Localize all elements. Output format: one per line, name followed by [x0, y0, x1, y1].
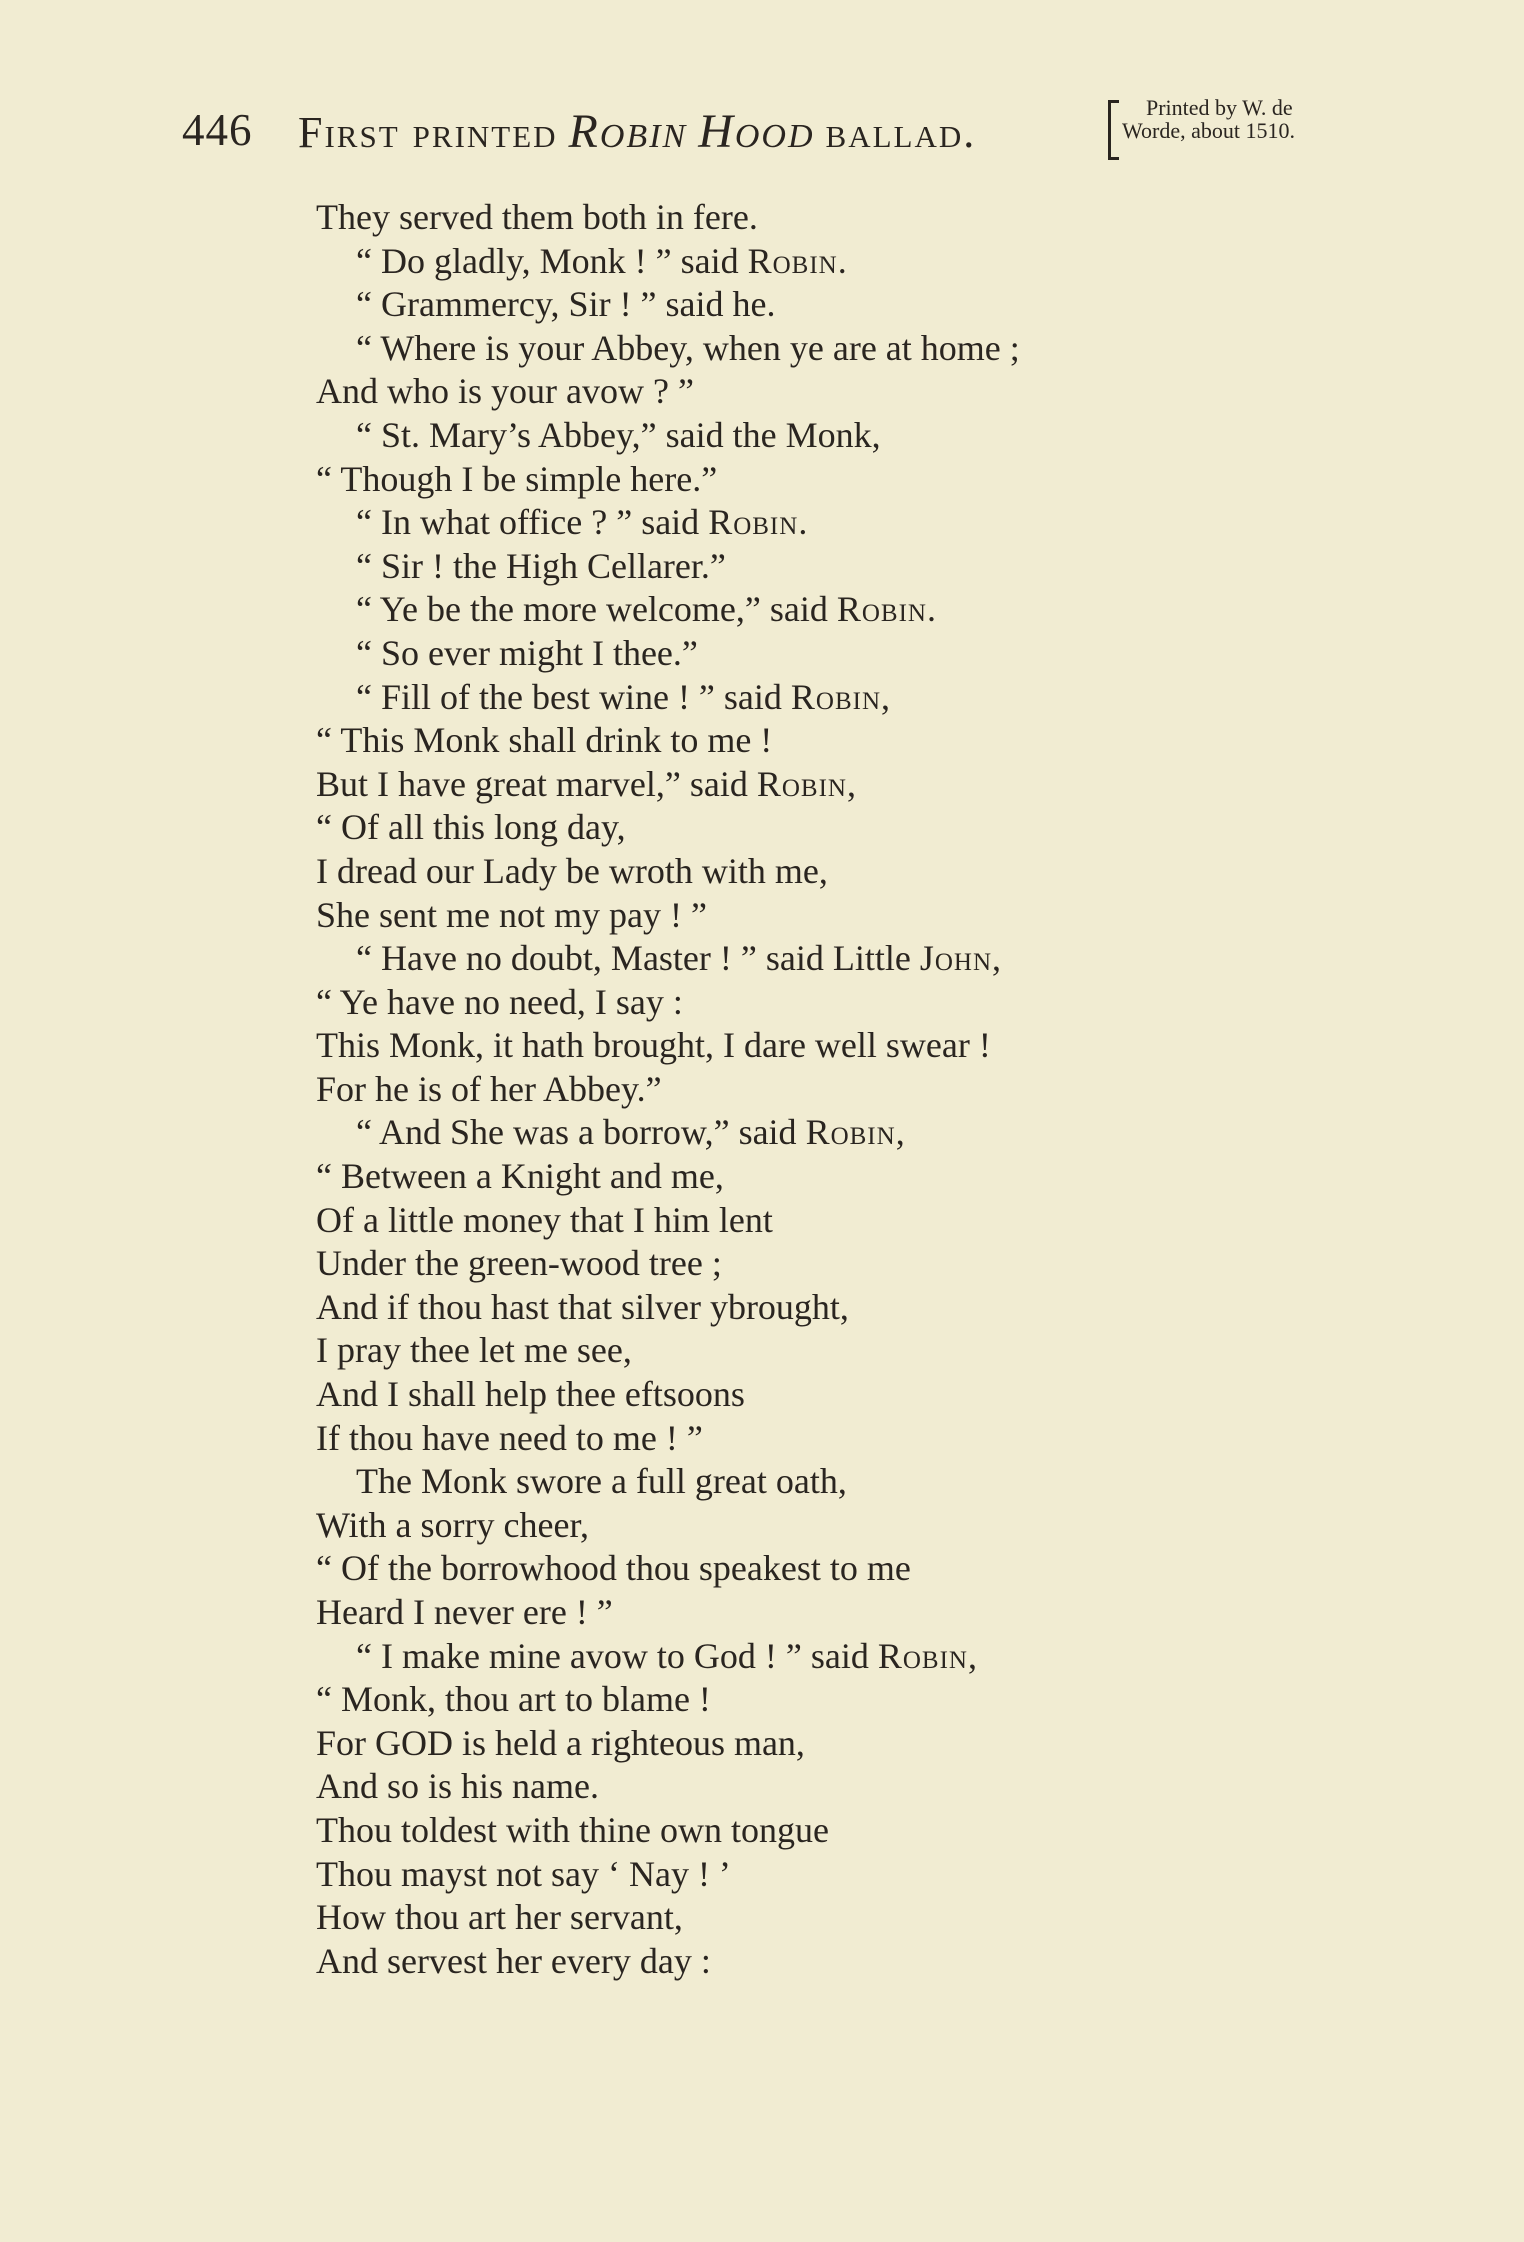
- verse-line: [316, 1809, 1396, 1853]
- verse-line: [316, 1896, 1396, 1940]
- verse-line-name: Robin: [708, 502, 799, 543]
- verse-line-name: Robin: [877, 1635, 968, 1676]
- verse-line-text: “ Monk, thou art to blame !: [316, 1679, 711, 1720]
- running-title-ballad: ballad.: [825, 108, 977, 157]
- verse-line: [316, 588, 1396, 632]
- verse-line: [316, 1547, 1396, 1591]
- verse-line: [316, 1460, 1396, 1504]
- verse-line: [316, 1722, 1396, 1766]
- verse-line-text: “ This Monk shall drink to me !: [316, 720, 773, 761]
- verse-line: [316, 545, 1396, 589]
- verse-line: [316, 763, 1396, 807]
- verse-line: [316, 1199, 1396, 1243]
- verse-line-text: Under the green-wood tree ;: [316, 1243, 722, 1284]
- verse-line-text: Thou toldest with thine own tongue: [316, 1809, 829, 1850]
- verse-line-text: “ Between a Knight and me,: [316, 1156, 724, 1197]
- verse-line-name: Robin: [790, 676, 882, 717]
- verse-line-punctuation: ,: [846, 763, 856, 804]
- verse-line-name: Robin: [747, 240, 838, 281]
- verse-line-text: Heard I never ere ! ”: [316, 1592, 613, 1632]
- running-title: [298, 104, 976, 159]
- verse-line-text: And so is his name.: [316, 1766, 599, 1807]
- verse-line: [316, 806, 1396, 850]
- verse-line-text: She sent me not my pay ! ”: [316, 894, 707, 935]
- verse-line: [316, 676, 1396, 720]
- verse-line-text: “ In what office ? ” said: [356, 502, 709, 543]
- verse-line: [316, 458, 1396, 502]
- verse-line-text: “ Fill of the best wine ! ” said: [356, 676, 791, 717]
- printer-note-line-1: Printed by W. de: [1146, 95, 1293, 120]
- verse-line-text: “ Where is your Abbey, when ye are at home ;: [356, 327, 1020, 368]
- ballad-text: [316, 196, 1396, 1983]
- running-title-hood: Hood: [698, 105, 815, 158]
- verse-line: [316, 1068, 1396, 1112]
- verse-line-text: “ Though I be simple here.”: [316, 458, 718, 499]
- verse-line: [316, 501, 1396, 545]
- verse-line-text: And if thou hast that silver ybrought,: [316, 1286, 849, 1327]
- verse-line-text: But I have great marvel,” said: [316, 763, 757, 804]
- verse-line-text: For he is of her Abbey.”: [316, 1068, 662, 1109]
- verse-line-text: “ Ye be the more welcome,” said: [356, 589, 837, 630]
- verse-line: [316, 1155, 1396, 1199]
- verse-line: [316, 1591, 1396, 1635]
- verse-line-text: “ Of all this long day,: [316, 807, 626, 848]
- verse-line-text: This Monk, it hath brought, I dare well swear !: [316, 1025, 991, 1066]
- verse-line: [316, 937, 1396, 981]
- verse-line: [316, 414, 1396, 458]
- verse-line-text: For GOD is held a righteous man,: [316, 1722, 805, 1763]
- verse-line: [316, 1678, 1396, 1722]
- verse-line-text: Thou mayst not say ‘ Nay ! ’: [316, 1853, 731, 1894]
- running-head: [182, 96, 1362, 166]
- verse-line-text: “ Do gladly, Monk ! ” said: [356, 240, 748, 281]
- verse-line: [316, 719, 1396, 763]
- verse-line: [316, 370, 1396, 414]
- verse-line-punctuation: .: [926, 589, 936, 630]
- printer-note-line-2: Worde, about 1510.: [1122, 118, 1295, 143]
- verse-line-text: “ Ye have no need, I say :: [316, 981, 683, 1022]
- verse-line-text: And I shall help thee eftsoons: [316, 1374, 745, 1415]
- verse-line-text: With a sorry cheer,: [316, 1504, 589, 1545]
- page-number: 446: [182, 105, 253, 155]
- verse-line-text: They served them both in fere.: [316, 197, 758, 237]
- verse-line-name: Robin: [756, 763, 847, 804]
- verse-line-punctuation: .: [837, 240, 847, 281]
- verse-line-text: I dread our Lady be wroth with me,: [316, 850, 828, 891]
- verse-line-name: Robin: [805, 1112, 896, 1153]
- verse-line-text: If thou have need to me ! ”: [316, 1417, 703, 1458]
- verse-line: [316, 850, 1396, 894]
- verse-line-text: “ And She was a borrow,” said: [356, 1112, 806, 1153]
- verse-line: [316, 1635, 1396, 1679]
- verse-line-text: “ Grammercy, Sir ! ” said he.: [356, 284, 776, 325]
- verse-line: [316, 1242, 1396, 1286]
- verse-line: [316, 1286, 1396, 1330]
- verse-line-text: I pray thee let me see,: [316, 1330, 632, 1371]
- verse-line-text: “ Of the borrowhood thou speakest to me: [316, 1548, 911, 1589]
- verse-line-punctuation: ,: [895, 1112, 905, 1153]
- verse-line-text: And who is your avow ? ”: [316, 371, 694, 412]
- verse-line: [316, 1373, 1396, 1417]
- verse-line-punctuation: .: [798, 502, 808, 543]
- verse-line: [316, 1417, 1396, 1461]
- verse-line-text: “ Sir ! the High Cellarer.”: [356, 545, 726, 586]
- verse-line: [316, 1765, 1396, 1809]
- verse-line: [316, 1111, 1396, 1155]
- verse-line-text: “ So ever might I thee.”: [356, 632, 698, 673]
- verse-line: [316, 1024, 1396, 1068]
- verse-line-name: Robin: [836, 589, 927, 630]
- verse-line: [316, 981, 1396, 1025]
- verse-line-text: “ Have no doubt, Master ! ” said Little: [356, 938, 920, 979]
- verse-line-text: “ I make mine avow to God ! ” said: [356, 1635, 878, 1676]
- verse-line: [316, 283, 1396, 327]
- printer-note: [1108, 96, 1295, 156]
- verse-line: [316, 327, 1396, 371]
- verse-line: [316, 1853, 1396, 1897]
- verse-line-text: How thou art her servant,: [316, 1897, 683, 1938]
- verse-line-name: John: [919, 938, 993, 979]
- verse-line-text: Of a little money that I him lent: [316, 1199, 773, 1240]
- verse-line: [316, 1329, 1396, 1373]
- verse-line-punctuation: ,: [967, 1635, 977, 1676]
- verse-line: [316, 1940, 1396, 1984]
- verse-line-text: And servest her every day :: [316, 1940, 711, 1981]
- verse-line-text: The Monk swore a full great oath,: [356, 1461, 847, 1502]
- running-title-robin: Robin: [568, 105, 688, 158]
- verse-line: [316, 196, 1396, 240]
- verse-line: [316, 632, 1396, 676]
- verse-line: [316, 894, 1396, 938]
- verse-line: [316, 1504, 1396, 1548]
- running-title-first: First printed: [298, 108, 558, 157]
- verse-line-text: “ St. Mary’s Abbey,” said the Monk,: [356, 414, 881, 455]
- verse-line: [316, 240, 1396, 284]
- verse-line-punctuation: ,: [992, 938, 1002, 979]
- bracket-mark: [1108, 100, 1119, 160]
- verse-line-punctuation: ,: [881, 676, 891, 717]
